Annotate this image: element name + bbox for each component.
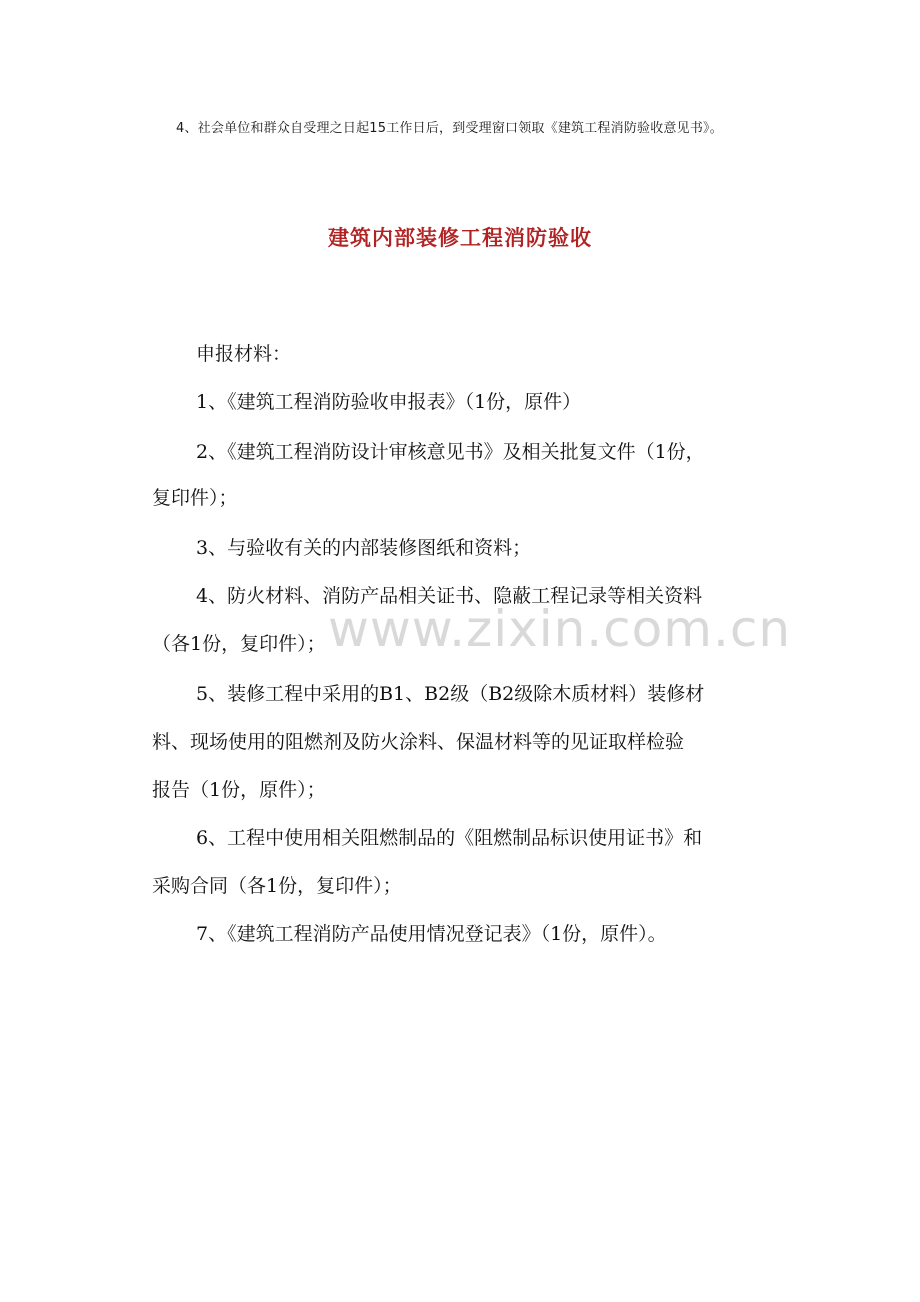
material-item-3: 3、与验收有关的内部装修图纸和资料；	[196, 537, 532, 559]
material-item-5-cont-2: 报告（1份，原件）；	[152, 779, 326, 801]
site-watermark: www.zixin.com.cn	[328, 600, 792, 658]
material-item-7: 7、《建筑工程消防产品使用情况登记表》（1份，原件）。	[196, 923, 667, 945]
section-title: 建筑内部装修工程消防验收	[328, 226, 592, 250]
acceptance-step-4-note: 4、社会单位和群众自受理之日起15工作日后，到受理窗口领取《建筑工程消防验收意见书》。	[176, 121, 723, 136]
material-item-5: 5、装修工程中采用的B1、B2级（B2级除木质材料）装修材	[196, 683, 705, 705]
materials-heading: 申报材料：	[196, 343, 292, 365]
material-item-2: 2、《建筑工程消防设计审核意见书》及相关批复文件（1份，	[196, 441, 705, 463]
material-item-4-cont: （各1份，复印件）；	[152, 633, 326, 655]
material-item-5-cont: 料、现场使用的阻燃剂及防火涂料、保温材料等的见证取样检验	[152, 731, 685, 753]
material-item-1: 1、《建筑工程消防验收申报表》（1份，原件）	[196, 391, 582, 413]
material-item-6-cont: 采购合同（各1份，复印件）；	[152, 875, 402, 897]
material-item-2-cont: 复印件）；	[152, 487, 238, 509]
material-item-6: 6、工程中使用相关阻燃制品的《阻燃制品标识使用证书》和	[196, 827, 703, 849]
material-item-4: 4、防火材料、消防产品相关证书、隐蔽工程记录等相关资料	[196, 585, 703, 607]
